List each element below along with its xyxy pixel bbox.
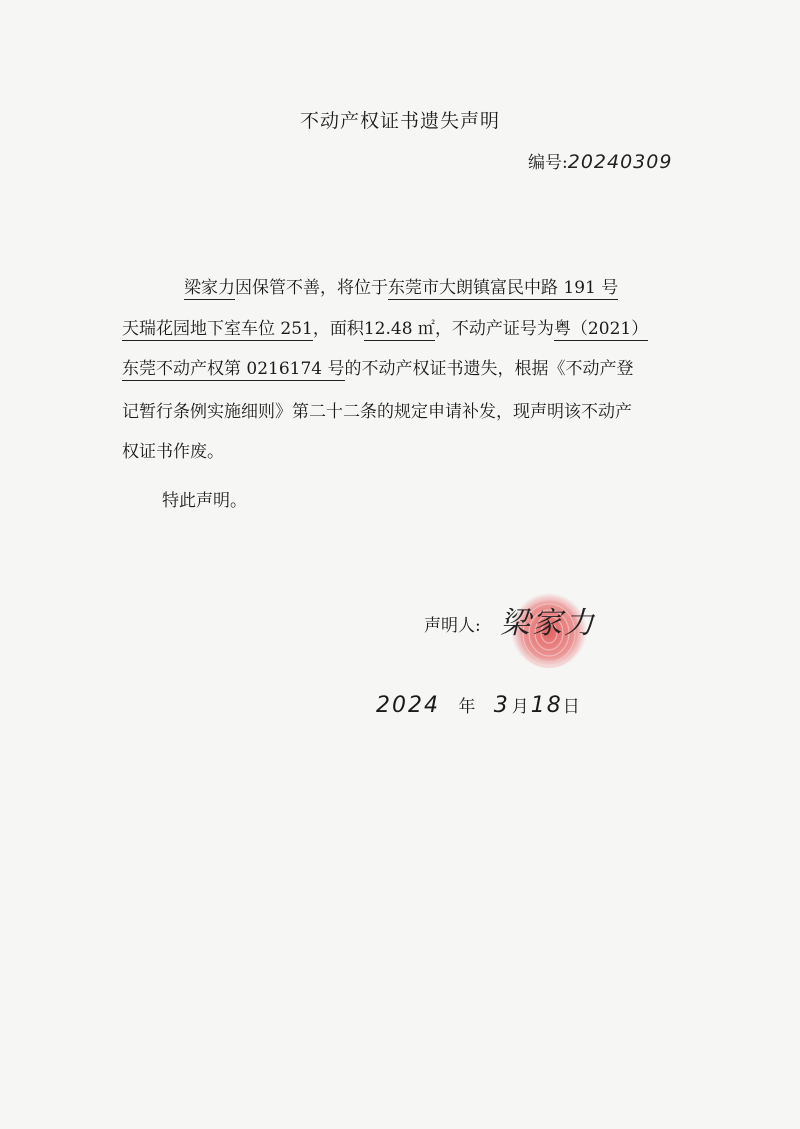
paragraph-text: 因保管不善，将位于 <box>235 278 388 298</box>
date-month-label: 月 <box>511 697 529 717</box>
property-address: 东莞市大朗镇富民中路 191 号 <box>388 278 619 298</box>
declarant-name: 梁家力 <box>184 278 235 298</box>
serial-value: 20240309 <box>567 151 673 173</box>
serial-label: 编号: <box>528 153 568 173</box>
declaration-date <box>376 692 580 718</box>
date-day: 18 <box>530 693 563 718</box>
serial-number <box>528 148 672 173</box>
property-area: 12.48 ㎡ <box>363 319 435 339</box>
date-month: 3 <box>493 693 510 718</box>
paragraph-line-4: 记暂行条例实施细则》第二十二条的规定申请补发，现声明该不动产 <box>122 402 632 422</box>
date-day-label: 日 <box>562 697 580 717</box>
paragraph-line-2 <box>122 318 648 340</box>
certificate-number: 粤（2021） <box>553 319 649 339</box>
paragraph-text: ，面积 <box>312 319 364 339</box>
paragraph-line-3 <box>122 358 634 380</box>
paragraph-text: ，不动产证号为 <box>434 319 554 339</box>
certificate-number-cont: 东莞不动产权第 0216174 号 <box>122 359 345 379</box>
property-address-cont: 天瑞花园地下室车位 251 <box>122 319 313 339</box>
paragraph-text: 的不动产权证书遗失，根据《不动产登 <box>344 359 634 379</box>
signature-label: 声明人: <box>424 616 481 636</box>
date-year: 2024 <box>376 693 440 718</box>
document-title: 不动产权证书遗失声明 <box>299 110 500 132</box>
handwritten-signature: 梁家力 <box>500 606 596 641</box>
paragraph-line-1 <box>184 277 618 299</box>
closing-statement: 特此声明。 <box>162 491 247 511</box>
paragraph-line-5: 权证书作废。 <box>122 442 224 462</box>
date-year-label: 年 <box>458 697 476 717</box>
